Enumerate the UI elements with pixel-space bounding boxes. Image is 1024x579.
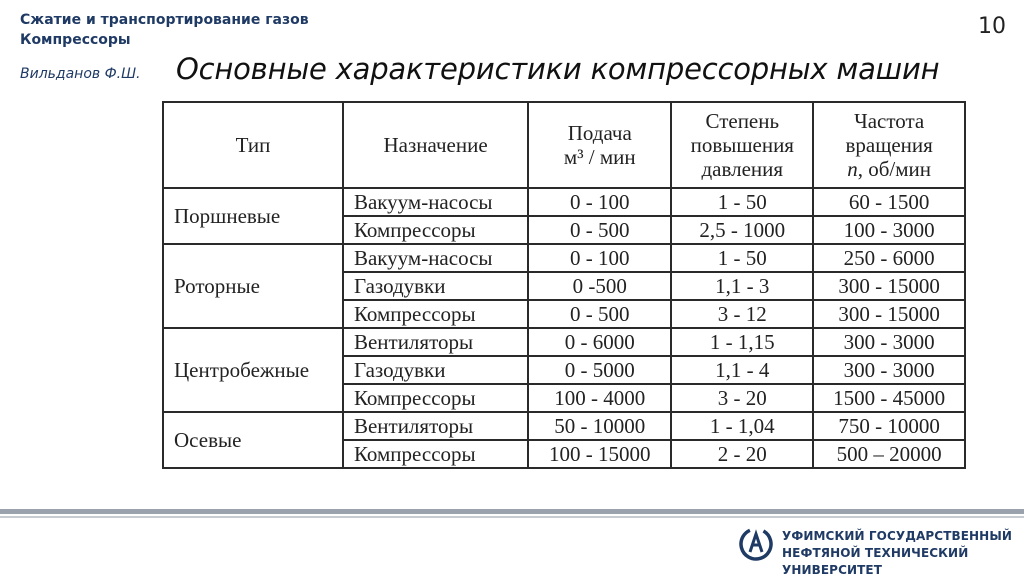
type-cell: Роторные [163,244,343,328]
compressor-specs-table [162,101,966,469]
purpose-cell: Вакуум-насосы [343,244,528,272]
purpose-cell: Вакуум-насосы [343,188,528,216]
table-row [163,244,965,272]
flow-cell: 50 - 10000 [528,412,671,440]
flow-cell: 100 - 15000 [528,440,671,468]
header-purpose: Назначение [343,102,528,188]
flow-cell: 0 - 5000 [528,356,671,384]
header-type: Тип [163,102,343,188]
ratio-cell: 2,5 - 1000 [671,216,813,244]
purpose-cell: Компрессоры [343,440,528,468]
purpose-cell: Вентиляторы [343,328,528,356]
ratio-cell: 1 - 50 [671,188,813,216]
purpose-cell: Компрессоры [343,300,528,328]
university-name [782,528,1024,579]
ratio-cell: 2 - 20 [671,440,813,468]
header-rotation-speed: Частота вращения n, об/мин [813,102,965,188]
university-name-line2: НЕФТЯНОЙ ТЕХНИЧЕСКИЙ УНИВЕРСИТЕТ [782,546,969,577]
flow-cell: 0 - 500 [528,216,671,244]
table-row [163,328,965,356]
header-pressure-ratio: Степень повышения давления [671,102,813,188]
speed-cell: 1500 - 45000 [813,384,965,412]
type-cell: Центробежные [163,328,343,412]
flow-cell: 0 - 100 [528,188,671,216]
speed-cell: 100 - 3000 [813,216,965,244]
flow-cell: 0 - 500 [528,300,671,328]
speed-cell: 300 - 15000 [813,272,965,300]
purpose-cell: Компрессоры [343,216,528,244]
footer-divider-thin [0,516,1024,518]
table-row [163,188,965,216]
header-topic: Компрессоры [20,32,131,48]
ugntu-logo-icon [738,526,774,562]
header-course-title: Сжатие и транспортирование газов [20,12,309,28]
ratio-cell: 1 - 1,04 [671,412,813,440]
ratio-cell: 3 - 20 [671,384,813,412]
footer-divider [0,509,1024,514]
speed-cell: 300 - 3000 [813,328,965,356]
purpose-cell: Вентиляторы [343,412,528,440]
table-header-row [163,102,965,188]
speed-cell: 250 - 6000 [813,244,965,272]
speed-cell: 500 – 20000 [813,440,965,468]
author: Вильданов Ф.Ш. [20,66,141,82]
ratio-cell: 1 - 1,15 [671,328,813,356]
flow-cell: 0 - 6000 [528,328,671,356]
slide-title: Основные характеристики компрессорных машин [176,52,940,86]
type-cell: Осевые [163,412,343,468]
type-cell: Поршневые [163,188,343,244]
flow-cell: 100 - 4000 [528,384,671,412]
speed-cell: 60 - 1500 [813,188,965,216]
ratio-cell: 1,1 - 4 [671,356,813,384]
flow-cell: 0 -500 [528,272,671,300]
purpose-cell: Компрессоры [343,384,528,412]
header-flow: Подача м³ / мин [528,102,671,188]
speed-cell: 300 - 3000 [813,356,965,384]
purpose-cell: Газодувки [343,272,528,300]
table-row [163,412,965,440]
speed-cell: 750 - 10000 [813,412,965,440]
ratio-cell: 3 - 12 [671,300,813,328]
university-name-line1: УФИМСКИЙ ГОСУДАРСТВЕННЫЙ [782,529,1012,543]
page-number: 10 [978,14,1006,39]
ratio-cell: 1 - 50 [671,244,813,272]
purpose-cell: Газодувки [343,356,528,384]
ratio-cell: 1,1 - 3 [671,272,813,300]
speed-cell: 300 - 15000 [813,300,965,328]
flow-cell: 0 - 100 [528,244,671,272]
